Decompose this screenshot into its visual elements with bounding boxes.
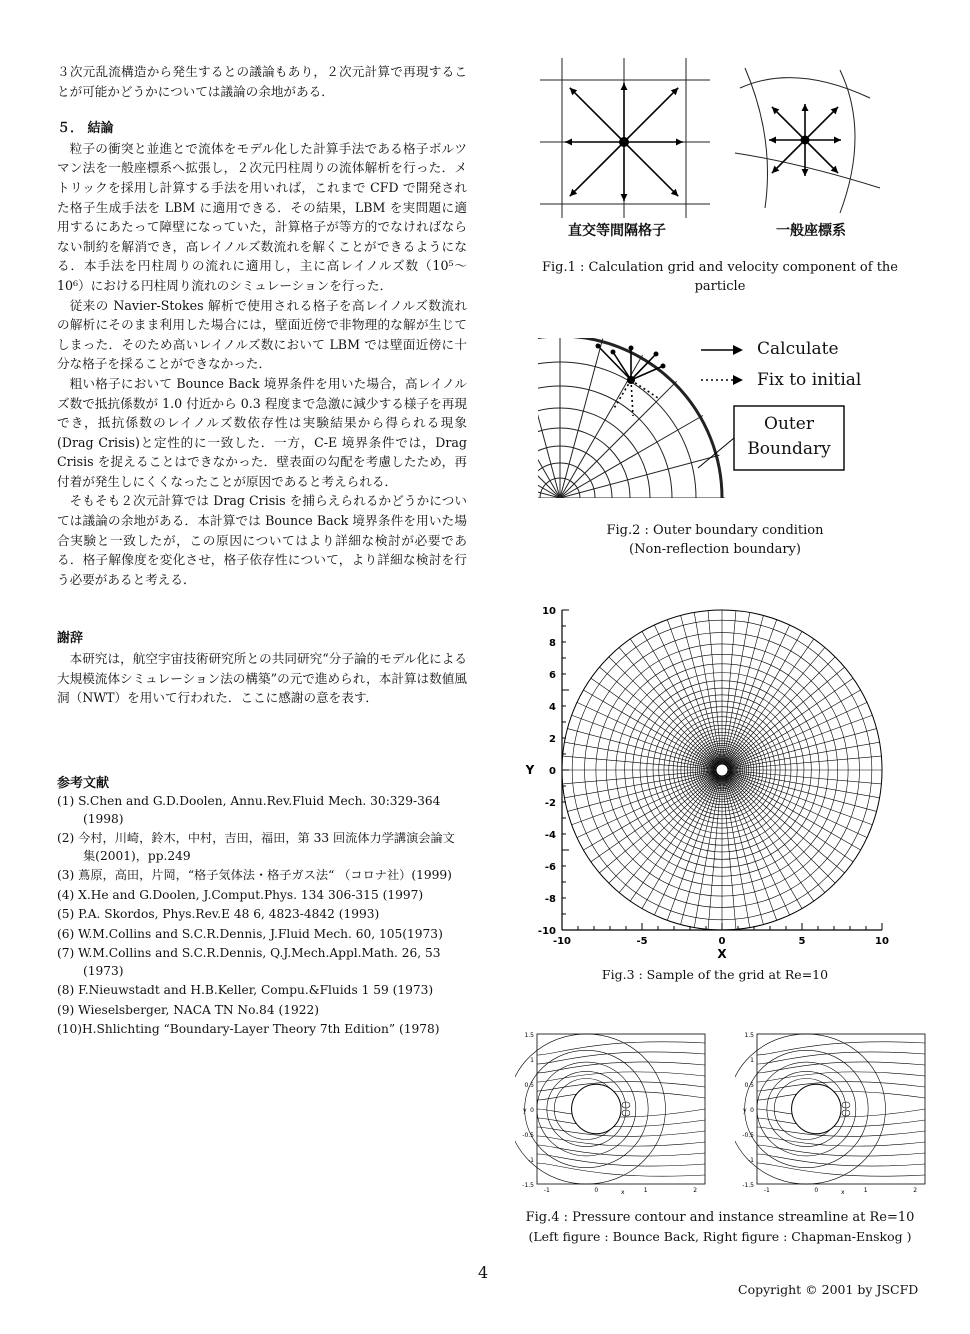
fig3-y-tick: -4 [544,830,556,841]
fig4-x-tick: -1 [543,1187,550,1194]
reference-item: (4) X.He and G.Doolen, J.Comput.Phys. 134 306-315 (1997) [57,887,424,902]
fig3-y-tick: 2 [549,734,556,745]
fig4-x-tick: -1 [763,1187,770,1194]
fig2-caption [540,521,890,559]
fig4-contour-left [515,1028,710,1203]
fig4-xlabel: x [621,1189,625,1196]
fig3-x-tick: 0 [718,936,726,947]
fig4-y-tick: -0.5 [522,1132,534,1139]
fig3-grid-plot [510,600,900,960]
fig3-y-tick: -10 [537,926,556,937]
reference-item: (3) 蔦原，高田，片岡，“格子気体法・格子ガス法“ （コロナ社）(1999) [57,868,452,883]
fig2-box-line1: Outer [764,414,814,434]
fig4-x-tick: 2 [913,1187,918,1194]
fig4-y-tick: 1.5 [744,1032,754,1039]
fig3-caption: Fig.3 : Sample of the grid at Re=10 [601,967,829,982]
fig3-xlabel: X [717,947,727,960]
fig4-caption [505,1208,935,1246]
fig1-diagram [540,58,900,218]
fig1-label-general: 一般座標系 [776,223,846,239]
page-number: 4 [478,1263,489,1282]
references-heading: 参考文献 [57,775,110,791]
reference-item: (6) W.M.Collins and S.C.R.Dennis, J.Fluid Mech. 60, 105(1973) [57,926,443,941]
fig3-ylabel: Y [525,763,535,777]
fig3-y-tick: -2 [544,798,556,809]
fig4-y-tick: 0 [750,1107,754,1114]
intro-paragraph: ３次元乱流構造から発生するとの議論もあり，２次元計算で再現することが可能かどうかについては議論の余地がある． [57,64,467,99]
fig3-y-tick: 8 [549,638,556,649]
fig4-y-tick: -1 [528,1157,534,1164]
reference-item: (7) W.M.Collins and S.C.R.Dennis, Q.J.Mech.Appl.Math. 26, 53 (1973) [57,946,441,978]
fig1-caption-line2: particle [694,279,746,294]
fig4-y-tick: 0 [530,1107,534,1114]
reference-item: (10)H.Shlichting “Boundary-Layer Theory 7th Edition” (1978) [57,1022,440,1037]
reference-item: (8) F.Nieuwstadt and H.B.Keller, Compu.&Fluids 1 59 (1973) [57,983,434,998]
conclusion-paragraph-2: 従来の Navier-Stokes 解析で使用される格子を高レイノルズ数流れの解析にそのまま利用した場合には，壁面近傍で非物理的な解が生じてしまった．そのため高いレイノルズ数において LBM では壁面近傍に十分な格子を採ることができなかった． [57,297,467,372]
fig4-y-tick: 0.5 [744,1082,754,1089]
fig4-xlabel: x [841,1189,845,1196]
acknowledgement-heading: 謝辞 [57,631,84,647]
fig2-legend-fix: Fix to initial [757,370,862,390]
fig4-x-tick: 1 [643,1187,648,1194]
fig4-y-tick: -1.5 [522,1182,534,1189]
conclusion-heading: ５． 結論 [57,121,114,137]
fig3-y-tick: -8 [544,894,556,905]
conclusion-paragraph-1: 粒子の衝突と並進とで流体をモデル化した計算手法である格子ボルツマン法を一般座標系へ拡張し，２次元円柱周りの流体解析を行った．メトリックを採用し計算する手法を用いれば，これまで CFD で開発された格子生成手法を LBM に適用できる．その結果，LBM を実問題に適用するにあたって障壁になっていた，計算格子が等方的でなければならない制約を解消でき，高レイノルズ数流れを解くことができるようになる．本手法を円柱周りの流れに適用し，主に高レイノルズ数（10⁵〜10⁶）における円柱周り流れのシミュレーションを行った． [57,140,467,293]
conclusion-paragraph-3: 粗い格子において Bounce Back 境界条件を用いた場合，高レイノルズ数で抵抗係数が 1.0 付近から 0.3 程度まで急激に減少する様子を再現でき，抵抗係数のレイノルズ数依存性は実験結果から得られる現象(Drag Crisis)と定性的に一致した．一方，C-E 境界条件では，Drag Crisis を捉えることはできなかった．壁表面の勾配を考慮したため，再付着が発生しにくくなったことが原因であると考えられる． [57,375,467,489]
fig4-y-tick: 0.5 [524,1082,534,1089]
fig3-x-tick: 5 [798,936,806,947]
fig3-y-tick: -6 [544,862,556,873]
fig3-y-tick: 0 [549,766,556,777]
fig4-y-tick: 1 [530,1057,534,1064]
fig1-caption-line1: Fig.1 : Calculation grid and velocity component of the [541,260,898,275]
fig1-label-orthogonal: 直交等間隔格子 [568,223,666,239]
fig2-legend-calculate: Calculate [757,339,839,359]
fig3-x-tick: -5 [636,936,648,947]
fig4-x-tick: 2 [693,1187,698,1194]
fig2-box-line2: Boundary [747,439,831,459]
fig4-x-tick: 0 [594,1187,599,1194]
fig4-x-tick: 1 [863,1187,868,1194]
copyright: Copyright © 2001 by JSCFD [738,1282,919,1297]
conclusion-paragraph-4: そもそも２次元計算では Drag Crisis を捕らえられるかどうかについては議論の余地がある．本計算では Bounce Back 境界条件を用いた場合実験と一致したが，この原因についてはより詳細な検討が必要である．格子解像度を変化させ，格子依存性について，より詳細な検討を行う必要があると考える． [57,493,467,587]
fig4-y-tick: 1 [750,1057,754,1064]
fig2-outer-boundary-label [734,412,844,462]
fig4-caption-line1: Fig.4 : Pressure contour and instance streamline at Re=10 [525,1210,915,1225]
reference-item: (5) P.A. Skordos, Phys.Rev.E 48 6, 4823-4842 (1993) [57,907,380,922]
reference-item: (1) S.Chen and G.D.Doolen, Annu.Rev.Fluid Mech. 30:329-364 (1998) [57,794,441,826]
left-column [57,62,467,1041]
reference-item: (2) 今村，川崎，鈴木，中村，吉田，福田，第 33 回流体力学講演会論文集(2001)，pp.249 [57,831,455,863]
references-list [57,793,467,1039]
fig4-caption-line2: (Left figure : Bounce Back, Right figure : Chapman-Enskog ) [528,1229,912,1244]
fig4-y-tick: -0.5 [742,1132,754,1139]
fig2-caption-line2: (Non-reflection boundary) [629,542,801,557]
fig1-caption [500,258,940,296]
fig4-y-tick: -1 [748,1157,754,1164]
fig3-y-tick: 10 [542,606,556,617]
fig4-x-tick: 0 [814,1187,819,1194]
fig3-x-tick: -10 [552,936,572,947]
fig3-y-tick: 6 [549,670,556,681]
acknowledgement-text: 本研究は，航空宇宙技術研究所との共同研究“分子論的モデル化による大規模流体シミュレーション法の構築”の元で進められ，本計算は数値風洞（NWT）を用いて行われた．ここに感謝の意を表す． [57,651,467,706]
fig4-contour-right [735,1028,930,1203]
fig4-ylabel: y [523,1107,527,1114]
reference-item: (9) Wieselsberger, NACA TN No.84 (1922) [57,1002,319,1017]
fig4-ylabel: y [743,1107,747,1114]
fig2-caption-line1: Fig.2 : Outer boundary condition [606,523,824,538]
fig3-y-tick: 4 [549,702,556,713]
fig3-x-tick: 10 [875,936,889,947]
fig4-y-tick: -1.5 [742,1182,754,1189]
fig4-y-tick: 1.5 [524,1032,534,1039]
